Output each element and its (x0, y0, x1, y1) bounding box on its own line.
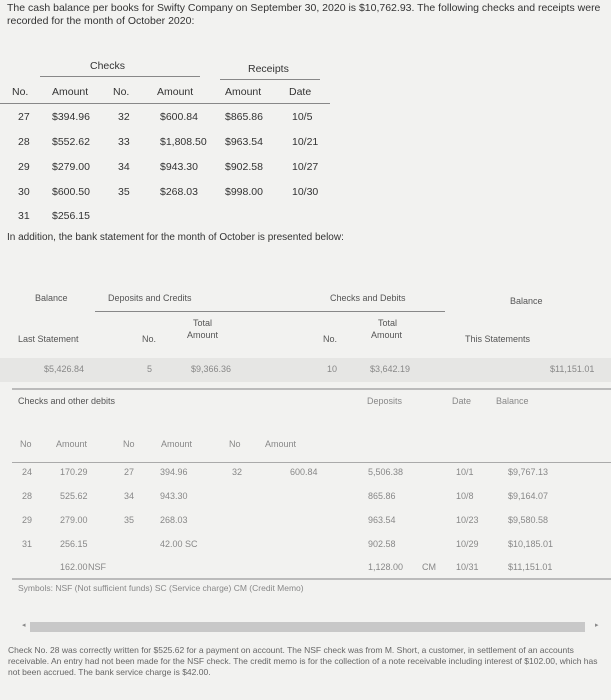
amount-header: Amount (187, 330, 219, 340)
table-cell: $9,580.58 (508, 515, 549, 525)
note-text: Check No. 28 was correctly written for $525.62 for a payment on account. The NSF check was from M. Short, a customer, in settlement of an accounts receivable. An entry had not been made for the NSF check. The credit memo is for the collection of a note receivable including interest of $102.00, which has not been accrued. The bank service charge is $42.00. (8, 645, 598, 677)
table-cell: 902.58 (368, 539, 396, 549)
table-cell: 24 (22, 467, 33, 477)
table-cell: 30 (18, 186, 30, 198)
table-cell: 34 (118, 161, 130, 173)
table-cell: $256.15 (52, 210, 90, 222)
table-cell: $9,767.13 (508, 467, 549, 477)
th: Amount (265, 439, 297, 449)
table-cell: 943.30 (160, 491, 188, 501)
this-statement-balance: $11,151.01 (550, 364, 595, 374)
table-cell: 28 (22, 491, 33, 501)
addition-text: In addition, the bank statement for the month of October is presented below: (7, 232, 344, 243)
table-cell: 162.00 (60, 562, 88, 572)
table-cell: 10/23 (456, 515, 479, 525)
checks-total: $3,642.19 (370, 364, 411, 374)
table-cell: 32 (118, 111, 130, 123)
scroll-right-arrow-icon[interactable]: ▸ (595, 622, 599, 629)
balance-header: Balance (35, 293, 68, 303)
table-cell: 35 (124, 515, 135, 525)
deposits-count: 5 (147, 364, 153, 374)
table-cell: $600.50 (52, 186, 90, 198)
table-cell: $998.00 (225, 186, 263, 198)
table-cell: 600.84 (290, 467, 318, 477)
deposits-credits-header: Deposits and Credits (108, 293, 192, 303)
table-cell: 5,506.38 (368, 467, 404, 477)
table-cell: 525.62 (60, 491, 88, 501)
last-statement-header: Last Statement (18, 334, 79, 344)
table-cell: 10/8 (456, 491, 474, 501)
table-cell: $865.86 (225, 111, 263, 123)
table-cell: 31 (18, 210, 30, 222)
table-cell: 170.29 (60, 467, 88, 477)
table-cell: NSF (88, 562, 106, 572)
scroll-left-arrow-icon[interactable]: ◂ (22, 622, 26, 629)
symbols-legend: Symbols: NSF (Not sufficient funds) SC (Service charge) CM (Credit Memo) (18, 583, 304, 593)
table-cell: 1,128.00 (368, 562, 404, 572)
th: Amount (56, 439, 88, 449)
table-cell: 10/21 (292, 136, 319, 148)
table-cell: $9,164.07 (508, 491, 549, 501)
th: No. (12, 86, 29, 98)
balance-label: Balance (496, 396, 529, 406)
last-statement-balance: $5,426.84 (44, 364, 85, 374)
table-cell: $11,151.01 (508, 562, 553, 572)
table-cell: 10/5 (292, 111, 313, 123)
table-cell: $943.30 (160, 161, 198, 173)
table-cell: 33 (118, 136, 130, 148)
checks-count: 10 (327, 364, 338, 374)
table-cell: 268.03 (160, 515, 188, 525)
table-cell: 27 (18, 111, 30, 123)
table-cell: 394.96 (160, 467, 188, 477)
this-statements-header: This Statements (465, 334, 531, 344)
table-cell: 10/29 (456, 539, 479, 549)
table-cell: 35 (118, 186, 130, 198)
th: Date (289, 86, 312, 98)
table-cell: 10/31 (456, 562, 479, 572)
table-cell: $279.00 (52, 161, 90, 173)
table-cell: 42.00 SC (160, 539, 198, 549)
th: Amount (225, 86, 262, 98)
table-cell: 32 (232, 467, 243, 477)
table-cell: $963.54 (225, 136, 263, 148)
table-cell: 963.54 (368, 515, 396, 525)
table-cell: $10,185.01 (508, 539, 554, 549)
table-cell: 279.00 (60, 515, 88, 525)
table-cell: $600.84 (160, 111, 198, 123)
table-cell: 29 (22, 515, 33, 525)
checks-debits-header: Checks and Debits (330, 293, 406, 303)
total-label-2: Total (378, 318, 398, 328)
table-cell: $268.03 (160, 186, 198, 198)
table-cell: 10/30 (292, 186, 319, 198)
th: No. (113, 86, 130, 98)
horizontal-scrollbar[interactable] (30, 622, 585, 632)
table-cell: 865.86 (368, 491, 396, 501)
checks-other-debits-label: Checks and other debits (18, 396, 116, 406)
th: Amount (161, 439, 193, 449)
table-cell: $902.58 (225, 161, 263, 173)
th: Amount (157, 86, 194, 98)
table-cell: $1,808.50 (160, 136, 207, 148)
th: No (123, 439, 135, 449)
table-cell: 256.15 (60, 539, 88, 549)
table-cell: CM (422, 562, 436, 572)
total-label: Total (193, 318, 213, 328)
checks-label: Checks (90, 60, 126, 72)
no-header: No. (142, 334, 157, 344)
table-cell: 29 (18, 161, 30, 173)
th: No (229, 439, 241, 449)
table-cell: 31 (22, 539, 33, 549)
amount-header-2: Amount (371, 330, 403, 340)
deposits-total: $9,366.36 (191, 364, 232, 374)
table-cell: $394.96 (52, 111, 90, 123)
intro-text: The cash balance per books for Swifty Company on September 30, 2020 is $10,762.93. The following checks and receipts were recorded for the month of October 2020: (7, 2, 601, 27)
deposits-label: Deposits (367, 396, 403, 406)
no-header-2: No. (323, 334, 338, 344)
th: Amount (52, 86, 89, 98)
table-cell: 10/27 (292, 161, 319, 173)
date-label: Date (452, 396, 472, 406)
balance-header-2: Balance (510, 296, 543, 306)
table-cell: 34 (124, 491, 135, 501)
table-cell: $552.62 (52, 136, 90, 148)
table-cell: 28 (18, 136, 30, 148)
table-cell: 27 (124, 467, 135, 477)
table-cell: 10/1 (456, 467, 474, 477)
receipts-label: Receipts (248, 63, 289, 75)
th: No (20, 439, 32, 449)
